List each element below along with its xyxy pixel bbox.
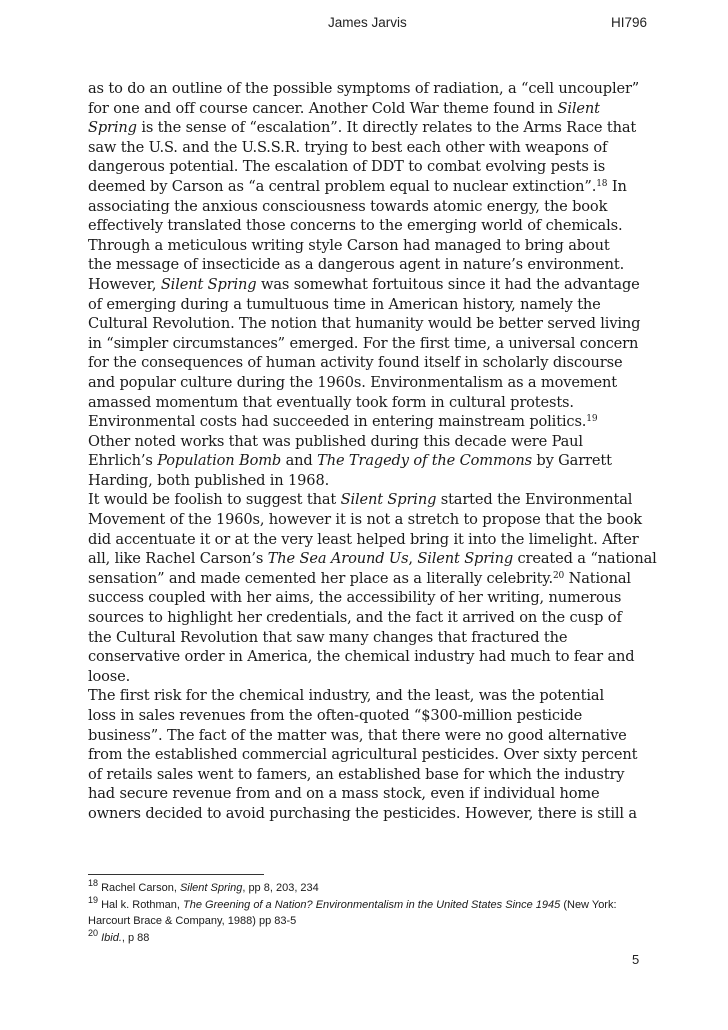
body-line: [88, 255, 643, 275]
footnote-separator: [88, 874, 264, 875]
text-run: business”. The fact of the matter was, that there were no good alternative: [88, 726, 627, 744]
text-run: of retails sales went to famers, an established base for which the industry: [88, 765, 625, 783]
text-run: by Garrett: [531, 452, 612, 470]
italic-text: Silent: [557, 99, 600, 117]
text-run: as to do an outline of the possible symptoms of radiation, a “cell uncoupler”: [88, 80, 640, 97]
text-run: The first risk for the chemical industry, and the least, was the potential: [88, 687, 604, 705]
body-line: [88, 765, 643, 785]
body-line: [88, 99, 643, 119]
body-line: [88, 432, 643, 452]
text-run: created a “national: [513, 550, 657, 568]
text-run: It would be foolish to suggest that: [88, 491, 341, 509]
body-line: [88, 334, 643, 354]
text-run: (New York:: [560, 898, 617, 911]
text-run: the Cultural Revolution that saw many changes that fractured the: [88, 628, 568, 646]
italic-text: Silent Spring: [179, 882, 243, 894]
text-run: success coupled with her aims, the accessibility of her writing, numerous: [88, 589, 622, 607]
footnote-line: [88, 927, 648, 947]
body-line: [88, 588, 643, 608]
body-line: [88, 569, 643, 589]
italic-text: Ibid.: [101, 931, 122, 944]
text-run: Harding, both published in 1968.: [88, 471, 330, 489]
body-line: [88, 490, 643, 510]
text-run: sensation” and made cemented her place as a literally celebrity.: [88, 569, 553, 587]
text-run: dangerous potential. The escalation of DDT to combat evolving pests is: [88, 158, 606, 176]
body-line: [88, 79, 643, 99]
italic-text: Silent Spring: [160, 275, 257, 293]
text-run: had secure revenue from and on a mass stock, even if individual home: [88, 785, 600, 803]
text-run: Rachel Carson,: [98, 882, 180, 894]
page-number: 5: [632, 952, 640, 967]
text-run: associating the anxious consciousness towards atomic energy, the book: [88, 197, 608, 215]
text-run: was somewhat fortuitous since it had the advantage: [256, 275, 640, 293]
footnote-ref: 20: [88, 927, 99, 938]
body-line: [88, 745, 643, 765]
body-line: [88, 686, 643, 706]
italic-text: Silent Spring: [417, 550, 514, 568]
text-run: Ehrlich’s: [88, 452, 158, 470]
body-line: [88, 451, 643, 471]
text-run: and popular culture during the 1960s. Environmentalism as a movement: [88, 373, 617, 391]
text-run: In: [607, 177, 627, 195]
body-line: [88, 295, 643, 315]
body-line: [88, 373, 643, 393]
body-line: [88, 236, 643, 256]
text-run: , pp 8, 203, 234: [242, 882, 319, 894]
text-run: did accentuate it or at the very least helped bring it into the limelight. After: [88, 530, 639, 548]
body-line: [88, 353, 643, 373]
text-run: loss in sales revenues from the often-quoted “$300-million pesticide: [88, 707, 583, 724]
footnote-line: [88, 913, 648, 930]
body-line: [88, 275, 643, 295]
body-line: [88, 216, 643, 236]
body-line: [88, 726, 643, 746]
text-run: started the Environmental: [436, 491, 633, 509]
text-run: is the sense of “escalation”. It directly relates to the Arms Race that: [136, 119, 637, 137]
text-run: of emerging during a tumultuous time in American history, namely the: [88, 295, 601, 313]
text-run: amassed momentum that eventually took form in cultural protests.: [88, 393, 574, 411]
text-run: However,: [88, 275, 161, 293]
body-line: [88, 471, 643, 491]
text-run: owners decided to avoid purchasing the pesticides. However, there is still a: [88, 804, 637, 822]
body-line: [88, 647, 643, 667]
italic-text: Spring: [88, 119, 137, 137]
body-line: [88, 138, 643, 158]
body-line: [88, 157, 643, 177]
text-run: from the established commercial agricultural pesticides. Over sixty percent: [88, 746, 638, 764]
footnotes: [88, 880, 648, 946]
body-line: [88, 608, 643, 628]
text-run: in “simpler circumstances” emerged. For the first time, a universal concern: [88, 334, 639, 352]
body-text: [88, 79, 657, 824]
footnote-ref: 18: [88, 878, 99, 888]
body-line: [88, 667, 643, 687]
text-run: sources to highlight her credentials, and the fact it arrived on the cusp of: [88, 609, 622, 627]
body-line: [88, 706, 643, 726]
text-run: Other noted works that was published during this decade were Paul: [88, 432, 583, 450]
text-run: saw the U.S. and the U.S.S.R. trying to best each other with weapons of: [88, 138, 608, 156]
body-line: [88, 549, 657, 569]
body-line: [88, 510, 643, 530]
body-line: [88, 197, 643, 217]
italic-text: Silent Spring: [340, 491, 437, 509]
text-run: all, like Rachel Carson’s: [88, 550, 268, 568]
text-run: for the consequences of human activity found itself in scholarly discourse: [88, 354, 623, 372]
body-line: [88, 393, 643, 413]
italic-text: The Sea Around Us: [267, 550, 409, 568]
text-run: Through a meticulous writing style Carson had managed to bring about: [88, 236, 610, 254]
footnote-ref: 19: [88, 894, 99, 905]
text-run: for one and off course cancer. Another Cold War theme found in: [88, 99, 558, 117]
text-run: effectively translated those concerns to the emerging world of chemicals.: [88, 217, 623, 235]
text-run: Harcourt Brace & Company, 1988) pp 83-5: [88, 915, 297, 928]
footnote-ref: 19: [586, 414, 598, 425]
text-run: ,: [408, 550, 418, 568]
footnote-line: [88, 894, 648, 914]
text-run: the message of insecticide as a dangerous agent in nature’s environment.: [88, 256, 625, 274]
italic-text: Population Bomb: [157, 452, 282, 470]
footnote-ref: 18: [596, 178, 608, 189]
italic-text: The Greening of a Nation? Environmentalism in the United States Since 1945: [183, 898, 561, 911]
body-line: [88, 118, 643, 138]
text-run: Cultural Revolution. The notion that humanity would be better served living: [88, 315, 641, 333]
body-line: [88, 314, 643, 334]
body-line: [88, 530, 643, 550]
body-line: [88, 804, 643, 824]
text-run: and: [281, 452, 318, 470]
text-run: deemed by Carson as “a central problem equal to nuclear extinction”.: [88, 177, 597, 195]
text-run: , p 88: [121, 931, 150, 944]
body-line: [88, 628, 643, 648]
text-run: Movement of the 1960s, however it is not a stretch to propose that the book: [88, 511, 642, 529]
body-line: [88, 784, 643, 804]
text-run: Environmental costs had succeeded in entering mainstream politics.: [88, 413, 587, 431]
footnote-ref: 20: [552, 570, 565, 581]
body-line: [88, 412, 643, 432]
text-run: Hal k. Rothman,: [98, 898, 183, 911]
footnote-line: [88, 880, 648, 897]
text-run: conservative order in America, the chemical industry had much to fear and: [88, 648, 635, 666]
text-run: loose.: [88, 667, 131, 685]
text-run: National: [564, 569, 631, 587]
header-course-code: HI796: [611, 15, 648, 30]
body-line: [88, 177, 643, 197]
italic-text: The Tragedy of the Commons: [317, 452, 532, 470]
header-author: James Jarvis: [328, 15, 407, 30]
